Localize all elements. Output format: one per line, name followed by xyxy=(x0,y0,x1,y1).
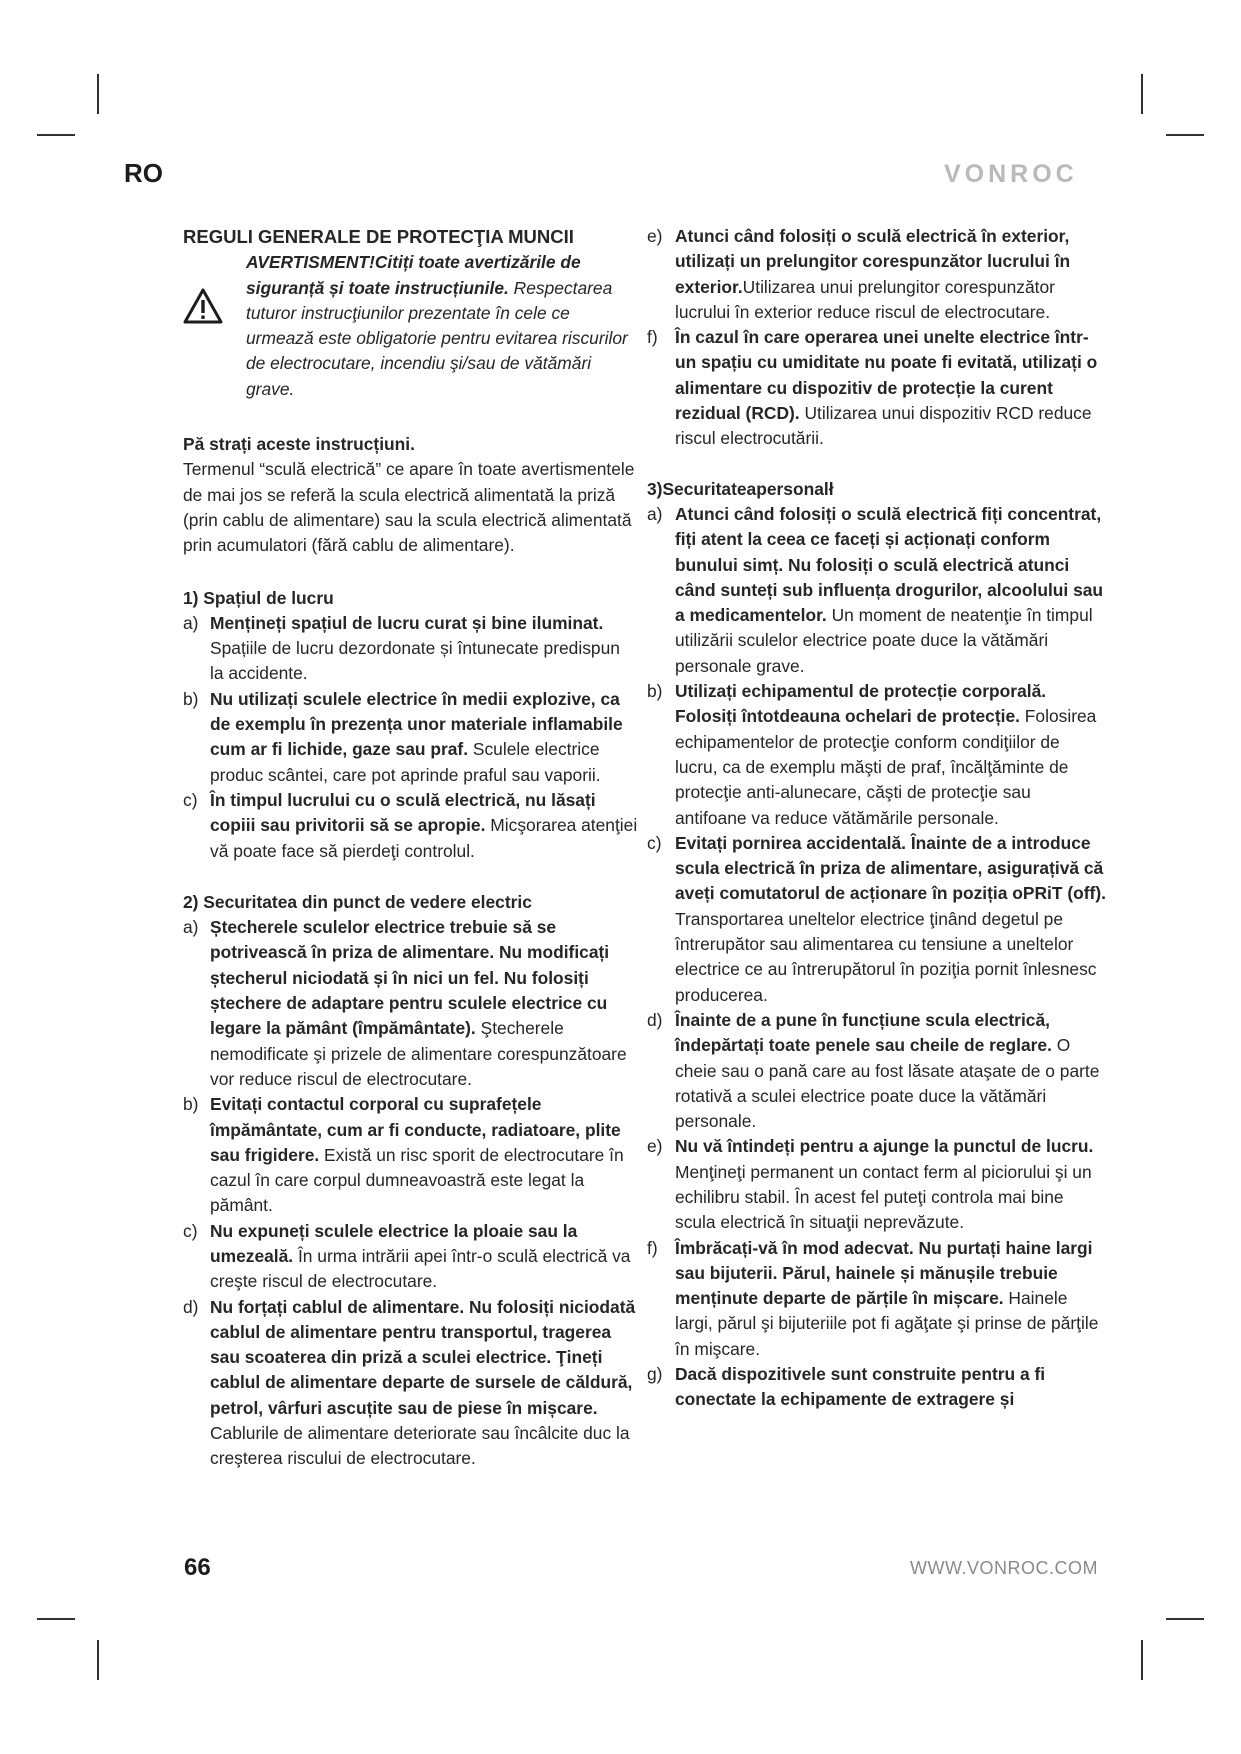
crop-mark-bottom-right-horizontal xyxy=(1166,1618,1204,1620)
list-item: b) Utilizați echipamentul de protecție corporală. Folosiți întotdeauna ochelari de protecție. Folosirea echipamentelor de protecţie conform condiţiilor de lucru, ca de exemplu măşti de praf, încălţăminte de protecţie anti-alunecare, căşti de protecţie sau antifoane va reduce vătămările personale. xyxy=(647,681,1097,828)
list-item: a) Ștecherele sculelor electrice trebuie să se potrivească în priza de alimentare. Nu modificați ștecherul niciodată și în nici un fel. Nu folosiți ștechere de adaptare pentru sculele electrice cu legare la pământ (împământate). Ştecherele nemodificate şi prizele de alimentare corespunzătoare vor reduce riscul de electrocutare. xyxy=(183,917,627,1089)
list-item: a) Mențineți spațiul de lucru curat și bine iluminat. Spațiile de lucru dezordonate și întunecate predispun la accidente. xyxy=(183,612,620,684)
section-1-title: 1) Spațiul de lucru xyxy=(183,587,334,608)
language-code: RO xyxy=(124,158,163,188)
list-item: a) Atunci când folosiți o sculă electrică fiți concentrat, fiți atent la ceea ce faceți și acționați conform bunului simț. Nu folosiți o sculă electrică atunci când sunteți sub influența drogurilor, alcoolului sau a medicamentelor. Un moment de neatenţie în timpul utilizării sculelor electrice poate duce la vătămări personale grave. xyxy=(647,503,1104,676)
list-item: b) Evitați contactul corporal cu suprafețele împământate, cum ar fi conducte, radiatoare, plite sau frigidere. Există un risc sporit de electrocutare în cazul în care corpul dumneavoastră este legat la pământ. xyxy=(183,1094,624,1216)
section-3-title: 3)Securitateapersonalł xyxy=(647,478,834,499)
warning-bold-text: AVERTISMENT!Citiți toate avertizările de siguranță și toate instrucțiunile. xyxy=(246,252,581,298)
list-item: c) Nu expuneți sculele electrice la ploaie sau la umezeală. În urma intrării apei într-o sculă electrică va creşte riscul de electrocutare. xyxy=(183,1220,631,1292)
crop-mark-bottom-left-vertical xyxy=(97,1640,99,1680)
keep-instructions-title: Pă strați aceste instrucțiuni. xyxy=(183,434,415,455)
list-item: f) Îmbrăcați-vă în mod adecvat. Nu purtați haine largi sau bijuterii. Părul, hainele și mănușile trebuie menținute departe de părțile în mișcare. Hainele largi, părul şi bijuteriile pot fi agăţate şi prinse de părţile în mişcare. xyxy=(647,1237,1099,1359)
list-item: f) În cazul în care operarea unei unelte electrice într-un spațiu cu umiditate nu poate fi evitată, utilizați o alimentare cu dispozitiv de protecție la curent rezidual (RCD). Utilizarea unui dispozitiv RCD reduce riscul electrocutării. xyxy=(647,327,1098,449)
crop-mark-bottom-left-horizontal xyxy=(37,1618,75,1620)
warning-rest-text: Respectarea tuturor instrucţiunilor prezentate în cele ce urmează este obligatorie pentru evitarea riscurilor de electrocutare, incendiu şi/sau de vătămări grave. xyxy=(246,277,628,399)
section-2-title: 2) Securitatea din punct de vedere electric xyxy=(183,891,532,912)
list-item: e) Nu vă întindeți pentru a ajunge la punctul de lucru. Menţineţi permanent un contact ferm al piciorului şi un echilibru stabil. În acest fel puteţi controla mai bine scula electrică în situaţii neprevăzute. xyxy=(647,1136,1094,1233)
list-item: g) Dacă dispozitivele sunt construite pentru a fi conectate la echipamente de extragere și xyxy=(647,1364,1046,1410)
crop-mark-bottom-right-vertical xyxy=(1141,1640,1143,1680)
section-title: REGULI GENERALE DE PROTECŢIA MUNCII xyxy=(183,226,574,247)
right-column xyxy=(647,224,1107,1413)
list-item: c) Evitați pornirea accidentală. Înainte de a introduce scula electrică în priza de alimentare, asigurațivă că aveți comutatorul de acționare în poziția oPRiT (off). Transportarea uneltelor electrice ţinând degetul pe întrerupător sau alimentarea cu tensiune a uneltelor electrice ce au întrerupătorul în poziţia pornit înlesnesc producerea. xyxy=(647,832,1106,1005)
website-url[interactable]: WWW.VONROC.COM xyxy=(910,1558,1098,1578)
brand-logo: VONROC xyxy=(944,160,1078,188)
warning-text xyxy=(246,250,638,402)
list-item: b) Nu utilizați sculele electrice în medii explozive, ca de exemplu în prezența unor materiale inflamabile cum ar fi lichide, gaze sau praf. Sculele electrice produc scântei, care pot aprinde praful sau vaporii. xyxy=(183,688,623,785)
page-number: 66 xyxy=(184,1554,211,1581)
list-item: d) Nu forțați cablul de alimentare. Nu folosiți niciodată cablul de alimentare pentru transportul, tragerea sau scoaterea din priză a sculei electrice. Ţineți cablul de alimentare departe de sursele de căldură, petrol, vârfuri ascuțite sau de piese în mișcare. Cablurile de alimentare deteriorate sau încâlcite duc la creşterea riscului de electrocutare. xyxy=(183,1296,636,1469)
crop-mark-top-right-horizontal xyxy=(1166,134,1204,136)
crop-mark-top-right-vertical xyxy=(1141,74,1143,114)
warning-block xyxy=(183,250,638,402)
list-item: e) Atunci când folosiți o sculă electrică în exterior, utilizați un prelungitor corespunzător lucrului în exterior.Utilizarea unui prelungitor corespunzător lucrului în exterior reduce riscul de electrocutare. xyxy=(647,226,1071,322)
list-item: d) Înainte de a pune în funcțiune scula electrică, îndepărtați toate penele sau cheile de reglare. O cheie sau o pană care au fost lăsate ataşate de o parte rotativă a sculei electrice poate duce la vătămări personale. xyxy=(647,1009,1100,1132)
crop-mark-top-left-horizontal xyxy=(37,134,75,136)
warning-triangle-icon xyxy=(183,288,223,324)
intro-paragraph: Termenul “sculă electrică” ce apare în toate avertismentele de mai jos se referă la scula electrică alimentată la priză (prin cablu de alimentare) sau la scula electrică alimentată prin acumulatori (fără cablu de alimentare). xyxy=(183,459,635,556)
list-item: c) În timpul lucrului cu o sculă electrică, nu lăsați copiii sau privitorii să se apropie. Micşorarea atenţiei vă poate face să pierdeţi controlul. xyxy=(183,789,638,861)
left-column xyxy=(183,224,638,1472)
crop-mark-top-left-vertical xyxy=(97,74,99,114)
